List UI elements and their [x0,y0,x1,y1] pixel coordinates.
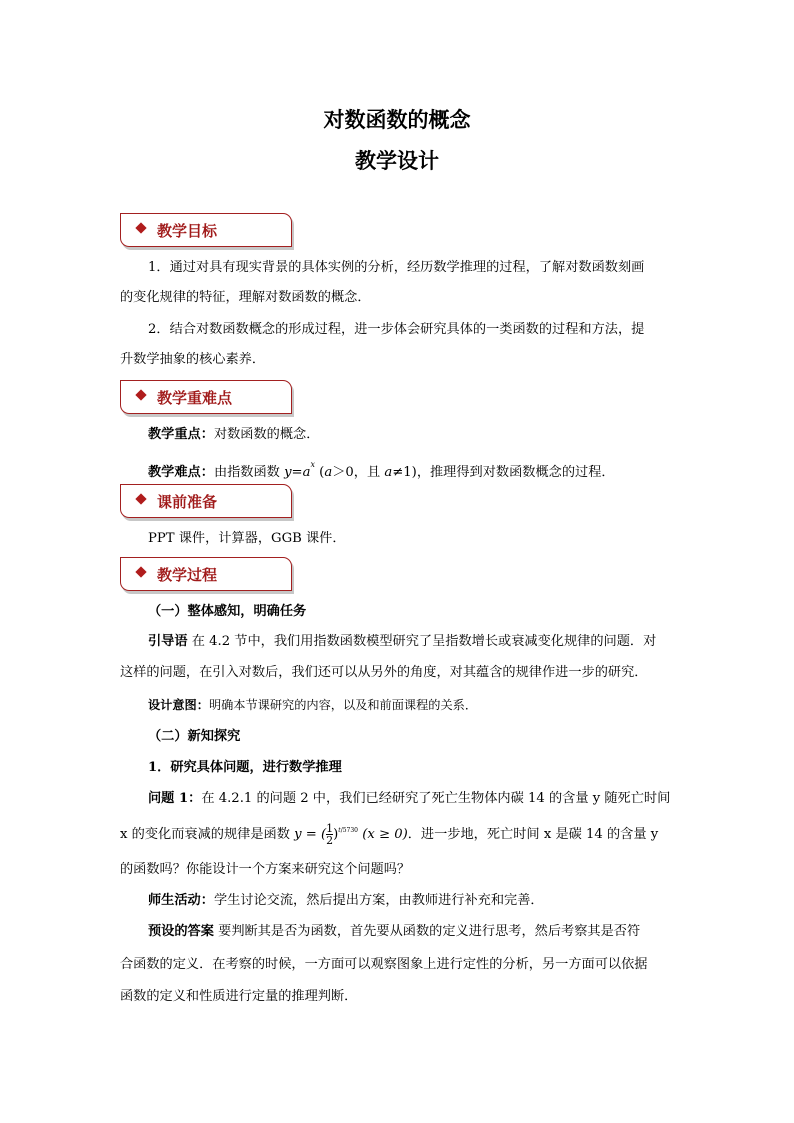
activity [148,892,544,910]
formula-condition: (x ≥ 0) [358,827,408,842]
key-point-text: 对数函数的概念． [213,427,320,442]
design-label: 设计意图： [148,698,209,712]
question1-text-pre: x 的变化而衰减的规律是函数 [120,827,295,842]
section-title: 教学过程 [157,566,218,584]
answer-line2: 合函数的定义．在考察的时候，一方面可以观察图象上进行定性的分析，另一方面可以依据 [120,957,648,972]
design-intent [148,696,477,714]
fraction-numerator: 1 [326,822,334,835]
exp-exponent: x [310,460,315,469]
section-title: 教学重难点 [157,389,233,407]
document-title: 对数函数的概念 [323,108,471,132]
activity-label: 师生活动： [148,893,214,908]
question1-text-post: ．进一步地，死亡时间 x 是碳 14 的含量 y [407,827,659,842]
lead-line1 [148,633,656,651]
cond-a2: a [384,465,393,480]
document-subtitle: 教学设计 [355,149,439,173]
diamond-bullet-icon [135,389,146,400]
goal-p1-line1: 1．通过对具有现实背景的具体实例的分析，经历数学推理的过程，了解对数函数刻画 [148,260,645,275]
answer-line3: 函数的定义和性质进行定量的推理判断． [120,989,358,1004]
cond-a1: a [324,465,333,480]
formula-close: ) [333,827,339,842]
difficult-text-post: ，推理得到对数函数概念的过程． [416,465,615,480]
answer-label: 预设的答案 [148,924,214,939]
cond-open: ( [314,465,325,480]
part1-heading: （一）整体感知，明确任务 [148,604,307,619]
prep-text: PPT 课件，计算器，GGB 课件． [148,531,346,546]
cond-ne: ≠1) [392,465,417,480]
section-header-keypoints [120,380,292,414]
activity-text: 学生讨论交流，然后提出方案，由教师进行补充和完善． [213,893,544,908]
design-text: 明确本节课研究的内容，以及和前面课程的关系． [208,698,478,712]
goal-p2-line2: 升数学抽象的核心素养． [120,352,266,367]
goal-p1-line2: 的变化规律的特征，理解对数函数的概念． [120,290,371,305]
difficult-point [148,456,615,482]
part2-heading: （二）新知探究 [148,729,241,744]
key-point-label: 教学重点： [148,427,214,442]
cond-gt: ＞0，且 [332,465,385,480]
question1-line2 [120,818,659,847]
exponent-t: t [338,827,341,834]
section-header-prep [120,484,292,518]
formula-exponent: t/5730 [338,827,358,834]
fraction-denominator: 2 [326,834,334,847]
section-title: 课前准备 [157,493,218,511]
formula-y: y = ( [294,827,327,842]
difficult-point-label: 教学难点： [148,465,214,480]
diamond-bullet-icon [135,493,146,504]
diamond-bullet-icon [135,222,146,233]
lead-text: 在 4.2 节中，我们用指数函数模型研究了呈指数增长或衰减变化规律的问题．对 [187,634,657,649]
diamond-bullet-icon [135,566,146,577]
question1-line3: 的函数吗？你能设计一个方案来研究这个问题吗？ [120,862,411,877]
goal-p2-line1: 2．结合对数函数概念的形成过程，进一步体会研究具体的一类函数的过程和方法，提 [148,322,645,337]
question1-label: 问题 1： [148,791,202,806]
key-point [148,426,319,444]
section-title: 教学目标 [157,222,218,240]
step1-heading: 1．研究具体问题，进行数学推理 [148,760,342,775]
lead-line2: 这样的问题，在引入对数后，我们还可以从另外的角度，对其蕴含的规律作进一步的研究． [120,665,648,680]
question1-line1 [148,790,670,808]
answer-line1 [148,923,640,941]
difficult-text-pre: 由指数函数 [213,465,285,480]
section-header-goal [120,213,292,247]
answer-text: 要判断其是否为函数，首先要从函数的定义进行思考，然后考察其是否符 [213,924,641,939]
exponent-5730: 5730 [342,827,358,834]
section-header-process [120,557,292,591]
lead-label: 引导语 [148,634,188,649]
exp-function: y=a [284,465,311,480]
question1-text: 在 4.2.1 的问题 2 中，我们已经研究了死亡生物体内碳 14 的含量 y 随死亡时间 [201,791,671,806]
